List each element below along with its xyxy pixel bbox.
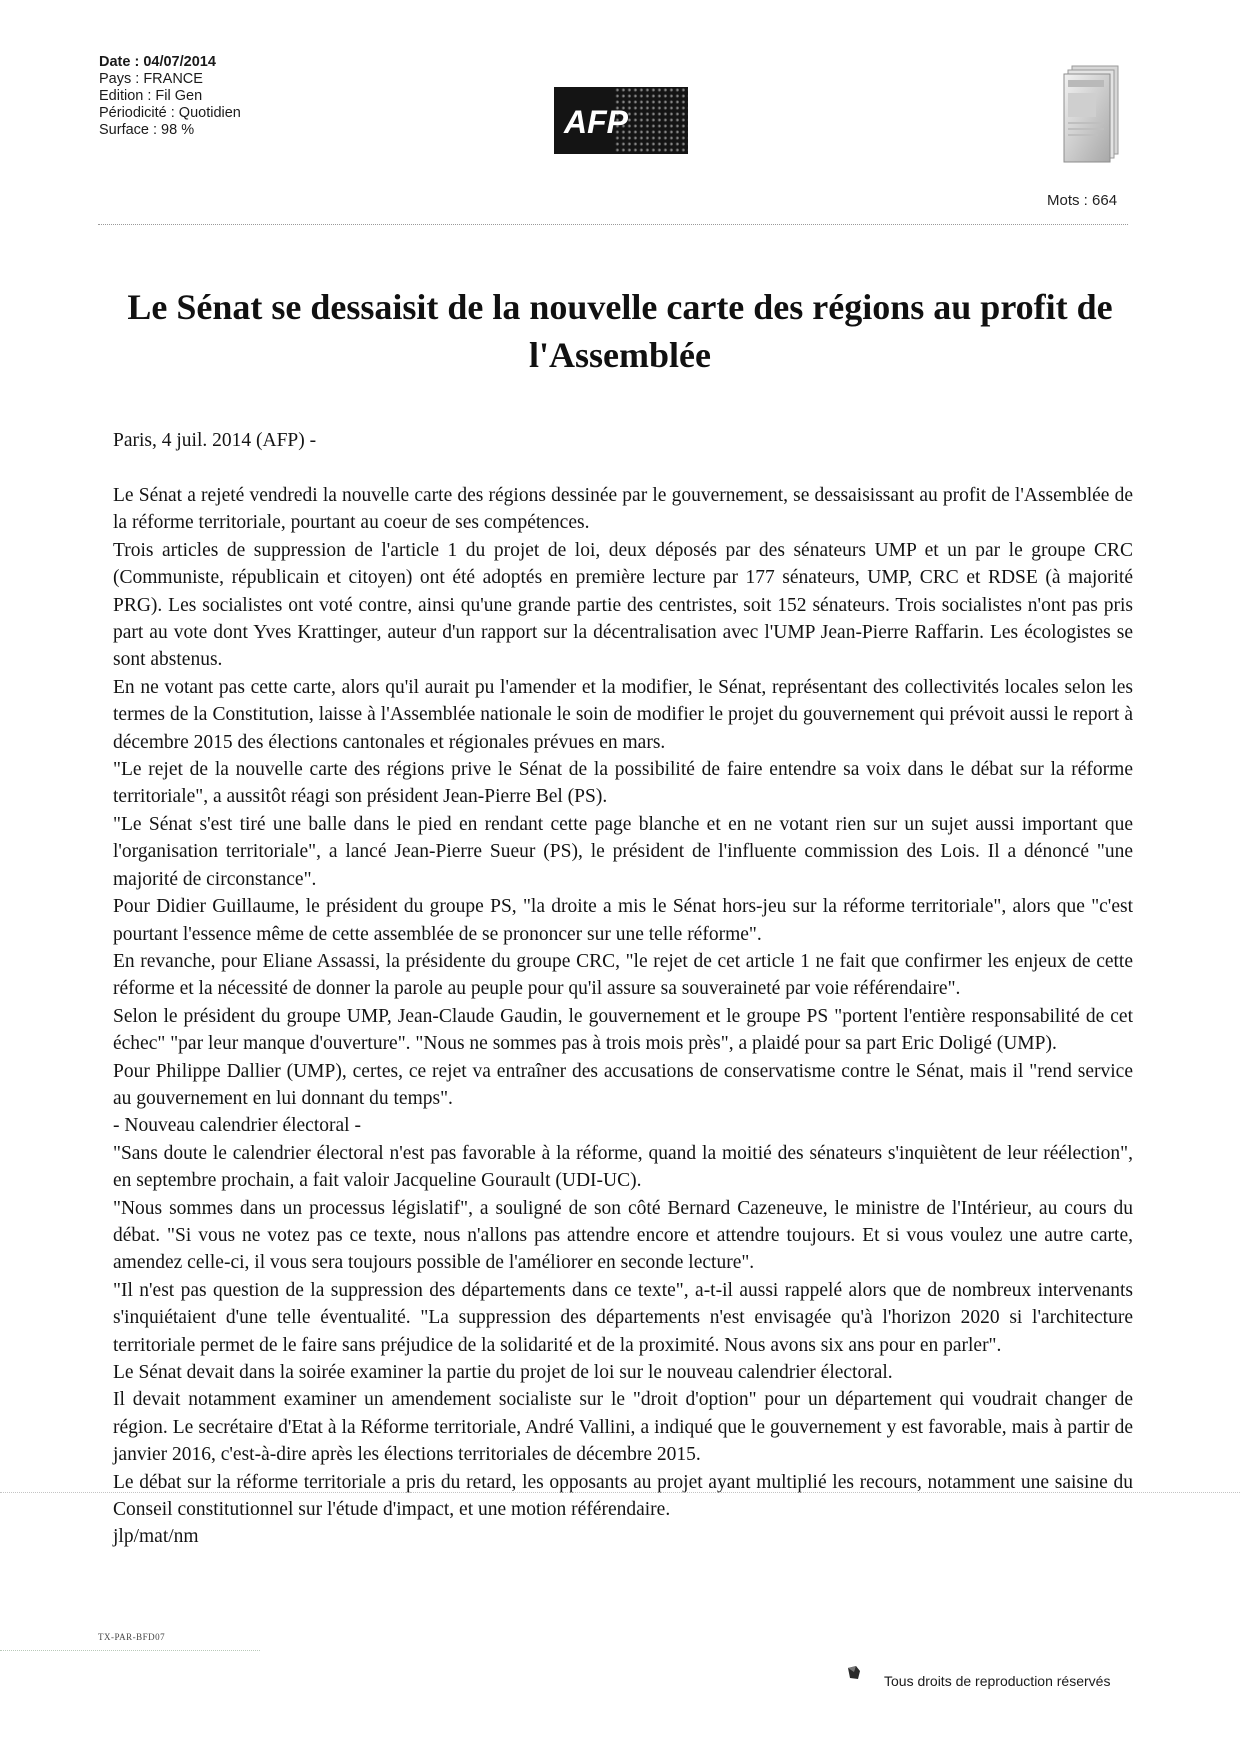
footer-divider [0, 1650, 260, 1651]
article-paragraph: "Le rejet de la nouvelle carte des régions prive le Sénat de la possibilité de faire entendre sa voix dans le débat sur la réforme territoriale", a aussitôt réagi son président Jean-Pierre Bel (PS). [113, 759, 1133, 808]
word-count: Mots : 664 [1047, 192, 1118, 209]
article-body [113, 482, 1133, 1551]
meta-periodicite: Périodicité : Quotidien [99, 105, 241, 121]
article-paragraph: Le débat sur la réforme territoriale a pris du retard, les opposants au projet ayant multiplié les recours, notamment une saisine du Conseil constitutionnel sur l'étude d'impact, et une motion référendaire. [113, 1471, 1133, 1521]
article-paragraph: Pour Didier Guillaume, le président du groupe PS, "la droite a mis le Sénat hors-jeu sur la réforme territoriale", alors que "c'est pourtant l'essence même de cette assemblée de se prononcer sur une telle réforme". [113, 896, 1133, 945]
article-paragraph: Selon le président du groupe UMP, Jean-Claude Gaudin, le gouvernement et le groupe PS "portent l'entière responsabilité de cet échec" "par leur manque d'ouverture". "Nous ne sommes pas à trois mois près", a plaidé pour sa part Eric Doligé (UMP). [113, 1005, 1133, 1055]
copyright-notice: Tous droits de reproduction réservés [884, 1673, 1111, 1689]
article-paragraph: "Nous sommes dans un processus législatif", a souligné de son côté Bernard Cazeneuve, le ministre de l'Intérieur, au cours du débat. "Si vous ne votez pas ce texte, nous n'allons pas attendre encore et attendre toujours. Et si vous voulez une autre carte, amendez celle-ci, il vous sera toujours possible de l'améliorer en seconde lecture". [113, 1197, 1133, 1274]
article-paragraph: Trois articles de suppression de l'article 1 du projet de loi, deux déposés par des sénateurs UMP et un par le groupe CRC (Communiste, républicain et citoyen) ont été adoptés en première lecture par 177 sénateurs, UMP, CRC et RDSE (à majorité PRG). Les socialistes ont voté contre, ainsi qu'une grande partie des centristes, soit 152 sénateurs. Trois socialistes n'ont pas pris part au vote dont Yves Krattinger, auteur d'un rapport sur la décentralisation avec l'UMP Jean-Pierre Raffarin. Les écologistes se sont abstenus. [113, 539, 1133, 671]
article-paragraph: "Sans doute le calendrier électoral n'est pas favorable à la réforme, quand la moitié des sénateurs s'inquiètent de leur réélection", en septembre prochain, a fait valoir Jacqueline Gourault (UDI-UC). [113, 1142, 1133, 1192]
meta-surface: Surface : 98 % [99, 122, 195, 138]
article-paragraph: "Le Sénat s'est tiré une balle dans le pied en rendant cette page blanche et en ne votant rien sur un sujet aussi important que l'organisation territoriale", a lancé Jean-Pierre Sueur (PS), le président de l'influente commission des Lois. Il a dénoncé "une majorité de circonstance". [113, 813, 1133, 890]
document-metadata [99, 54, 241, 139]
article-paragraph: En ne votant pas cette carte, alors qu'il aurait pu l'amender et la modifier, le Sénat, représentant des collectivités locales selon les termes de la Constitution, laisse à l'Assemblée nationale le soin de modifier le projet du gouvernement qui prévoit aussi le report à décembre 2015 des élections cantonales et régionales prévues en mars. [113, 676, 1133, 753]
section-subheading: - Nouveau calendrier électoral - [113, 1115, 361, 1137]
header-divider [98, 224, 1128, 225]
article-title: Le Sénat se dessaisit de la nouvelle carte des régions au profit de l'Assemblée [127, 287, 1113, 375]
meta-date: Date : 04/07/2014 [99, 54, 216, 70]
article-paragraph: Pour Philippe Dallier (UMP), certes, ce rejet va entraîner des accusations de conservatisme contre le Sénat, mais il "rend service au gouvernement en lui donnant du temps". [113, 1060, 1133, 1109]
copyright-bullet-icon [846, 1665, 862, 1681]
article-paragraph: En revanche, pour Eliane Assassi, la présidente du groupe CRC, "le rejet de cet article 1 ne fait que confirmer les enjeux de cette réforme et la nécessité de donner la parole au peuple pour qu'il assure sa souveraineté par voie référendaire". [113, 950, 1133, 1000]
article-paragraph: Le Sénat devait dans la soirée examiner la partie du projet de loi sur le nouveau calendrier électoral. [113, 1362, 893, 1383]
afp-logo [554, 87, 688, 154]
article-paragraph: Il devait notamment examiner un amendement socialiste sur le "droit d'option" pour un département qui voudrait changer de région. Le secrétaire d'Etat à la Réforme territoriale, André Vallini, a indiqué que le gouvernement y est favorable, mais à partir de janvier 2016, c'est-à-dire après les élections territoriales de décembre 2015. [113, 1389, 1133, 1466]
press-stack-icon [1062, 60, 1124, 164]
afp-logo-text: AFP [564, 104, 628, 140]
scan-line-divider [0, 1492, 1240, 1493]
article-dateline: Paris, 4 juil. 2014 (AFP) - [113, 430, 317, 451]
meta-pays: Pays : FRANCE [99, 71, 203, 87]
reference-code: TX-PAR-BFD07 [98, 1632, 166, 1642]
author-signature: jlp/mat/nm [113, 1526, 199, 1548]
meta-edition: Edition : Fil Gen [99, 88, 203, 104]
article-paragraph: "Il n'est pas question de la suppression des départements dans ce texte", a-t-il aussi rappelé alors que de nombreux intervenants s'inquiétaient d'une telle éventualité. "La suppression des départements n'est envisagée qu'à l'horizon 2020 si l'architecture territoriale permet de le faire sans préjudice de la solidarité et de la proximité. Nous avons six ans pour en parler". [113, 1279, 1133, 1356]
article-paragraph: Le Sénat a rejeté vendredi la nouvelle carte des régions dessinée par le gouvernement, se dessaisissant au profit de l'Assemblée de la réforme territoriale, pourtant au coeur de ses compétences. [113, 485, 1133, 534]
